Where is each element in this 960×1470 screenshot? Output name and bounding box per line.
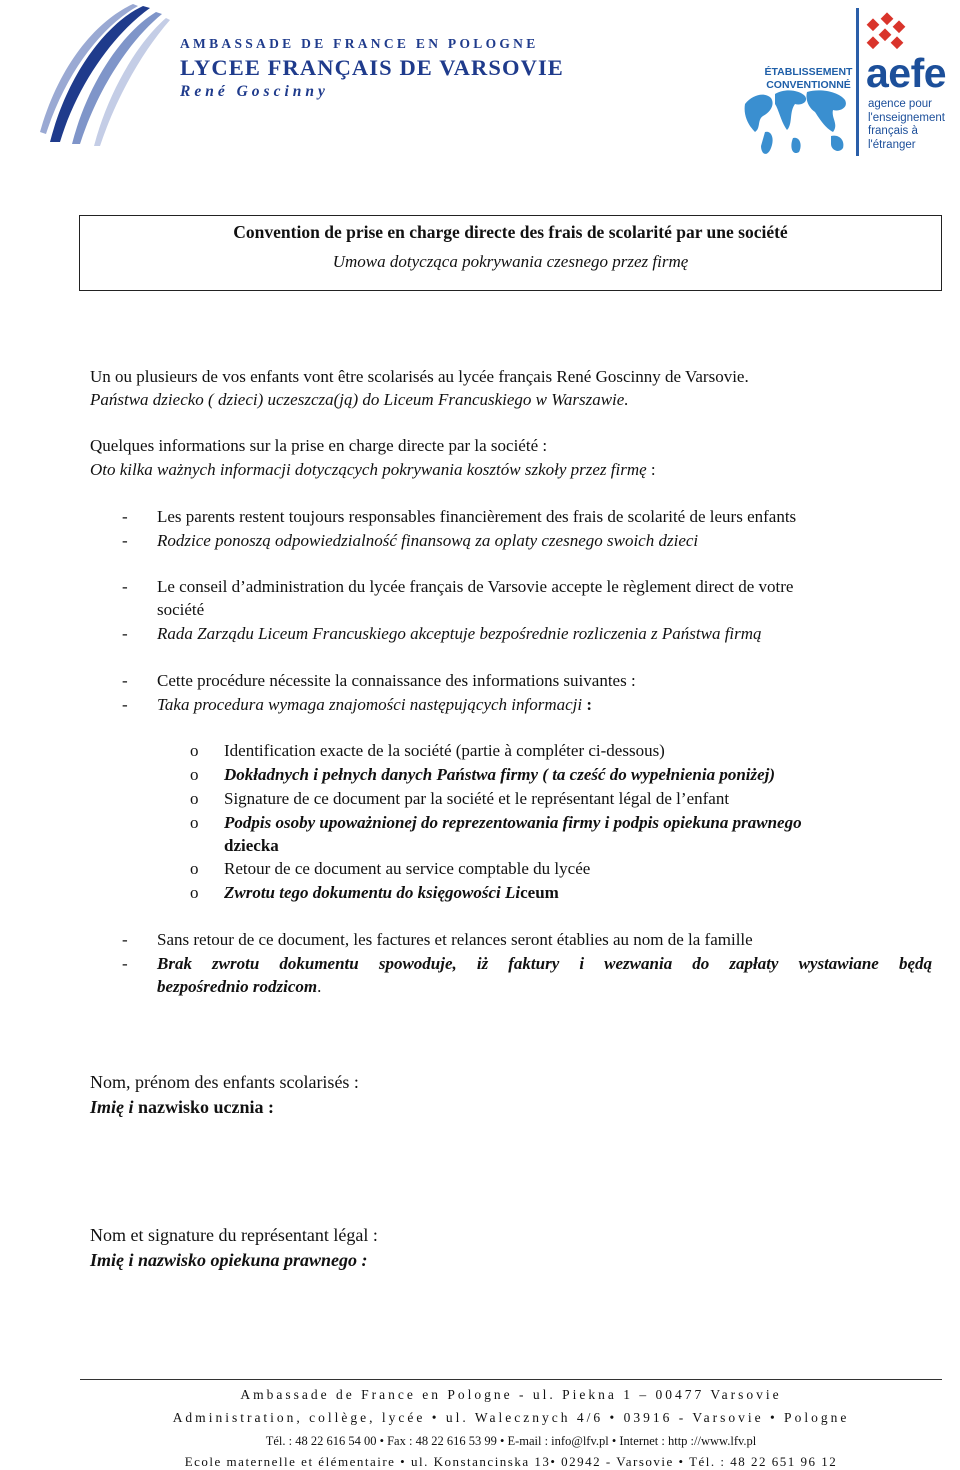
aefe-wordmark: aefe <box>866 50 947 96</box>
info-heading-pl-text: Oto kilka ważnych informacji dotyczących pokrywania kosztów szkoły przez firmę <box>90 460 647 479</box>
intro-pl: Państwa dziecko ( dzieci) uczeszcza(ją) do Liceum Francuskiego w Warszawie. <box>90 390 629 409</box>
point4-pl-b-dot: . <box>317 977 322 996</box>
ambassade-line: AMBASSADE DE FRANCE EN POLOGNE <box>180 36 539 51</box>
point1-fr: Les parents restent toujours responsables financièrement des frais de scolarité de leurs enfants <box>157 507 797 526</box>
bullet-marker: o <box>190 765 199 784</box>
dash-marker: - <box>122 577 128 596</box>
tile-pattern-icon <box>867 12 906 49</box>
dash-marker: - <box>122 954 128 973</box>
subpoint1-pl: Dokładnych i pełnych danych Państwa firmy ( ta cześć do wypełnienia poniżej) <box>224 765 776 784</box>
students-label-fr: Nom, prénom des enfants scolarisés : <box>90 1072 359 1092</box>
students-label-pl <box>90 1097 274 1118</box>
point1-pl: Rodzice ponoszą odpowiedzialność finansową za oplaty czesnego swoich dzieci <box>157 531 699 550</box>
bullet-marker: o <box>190 859 199 878</box>
bullet-marker: o <box>190 813 199 832</box>
subpoint2-pl-b: dziecka <box>224 836 279 855</box>
dash-marker: - <box>122 507 128 526</box>
point4-fr: Sans retour de ce document, les factures et relances seront établies au nom de la famille <box>157 930 753 949</box>
point4-pl-a: Brak zwrotu dokumentu spowoduje, iż faktury i wezwania do zapłaty wystawiane będą <box>157 954 932 973</box>
students-label-pl-a: Imię i <box>90 1097 134 1117</box>
dash-marker: - <box>122 671 128 690</box>
school-logo <box>38 2 188 152</box>
point2-fr-a: Le conseil d’administration du lycée français de Varsovie accepte le règlement direct de votre <box>157 577 794 596</box>
footer-divider <box>80 1379 942 1380</box>
subpoint3-pl-a: Zwrotu tego dokumentu do księgowości Li <box>224 883 521 902</box>
subpoint1-fr: Identification exacte de la société (partie à compléter ci-dessous) <box>224 741 665 760</box>
title-pl: Umowa dotycząca pokrywania czesnego przez firmę <box>332 252 689 271</box>
school-subtitle: René Goscinny <box>180 83 329 100</box>
subpoint3-fr: Retour de ce document au service comptable du lycée <box>224 859 591 878</box>
dash-marker: - <box>122 624 128 643</box>
bullet-marker: o <box>190 883 199 902</box>
bullet-marker: o <box>190 789 199 808</box>
footer-line-2: Administration, collège, lycée • ul. Walecznych 4/6 • 03916 - Varsovie • Pologne <box>172 1410 850 1425</box>
subpoint3-pl <box>224 883 559 903</box>
representative-label-pl: Imię i nazwisko opiekuna prawnego : <box>90 1250 368 1270</box>
subpoint2-pl-a: Podpis osoby upoważnionej do reprezentowania firmy i podpis opiekuna prawnego <box>224 813 802 832</box>
point3-fr: Cette procédure nécessite la connaissance des informations suivantes : <box>157 671 636 690</box>
dash-marker: - <box>122 531 128 550</box>
lycee-title: LYCEE FRANÇAIS DE VARSOVIE <box>180 55 564 80</box>
footer-line-4: Ecole maternelle et élémentaire • ul. Konstancinska 13• 02942 - Varsovie • Tél. : 48 22 651 96 12 <box>184 1454 838 1469</box>
title-box <box>79 215 942 291</box>
aefe-tagline: agence pour l'enseignement français à l'étranger <box>868 98 945 151</box>
dash-marker: - <box>122 695 128 714</box>
info-heading-pl <box>90 460 656 480</box>
point4-pl-b-text: bezpośrednio rodzicom <box>157 977 318 996</box>
bullet-marker: o <box>190 741 199 760</box>
point4-pl-b <box>157 977 321 997</box>
point2-pl: Rada Zarządu Liceum Francuskiego akceptuje bezpośrednie rozliczenia z Państwa firmą <box>157 624 762 643</box>
footer-line-3: Tél. : 48 22 616 54 00 • Fax : 48 22 616 53 99 • E-mail : info@lfv.pl • Internet : http ://www.lfv.pl <box>265 1434 757 1448</box>
point3-pl-text: Taka procedura wymaga znajomości następujących informacji <box>157 695 583 714</box>
info-heading-fr: Quelques informations sur la prise en charge directe par la société : <box>90 436 548 455</box>
point3-pl <box>157 695 592 715</box>
subpoint2-fr: Signature de ce document par la société et le représentant légal de l’enfant <box>224 789 730 808</box>
school-header <box>180 36 564 101</box>
point3-pl-colon: : <box>582 695 593 714</box>
intro-fr: Un ou plusieurs de vos enfants vont être scolarisés au lycée français René Goscinny de Varsovie. <box>90 367 749 386</box>
representative-label-fr: Nom et signature du représentant légal : <box>90 1225 378 1245</box>
point2-fr-b: société <box>157 600 205 619</box>
footer-line-1: Ambassade de France en Pologne - ul. Piekna 1 – 00477 Varsovie <box>240 1387 782 1402</box>
info-heading-pl-colon: : <box>646 460 656 479</box>
etablissement-label: ÉTABLISSEMENT CONVENTIONNÉ <box>764 66 853 91</box>
students-label-pl-b: nazwisko ucznia : <box>133 1097 275 1117</box>
dash-marker: - <box>122 930 128 949</box>
title-fr: Convention de prise en charge directe des frais de scolarité par une société <box>233 222 788 242</box>
subpoint3-pl-b: ceum <box>520 883 559 902</box>
world-map-icon <box>745 90 846 154</box>
